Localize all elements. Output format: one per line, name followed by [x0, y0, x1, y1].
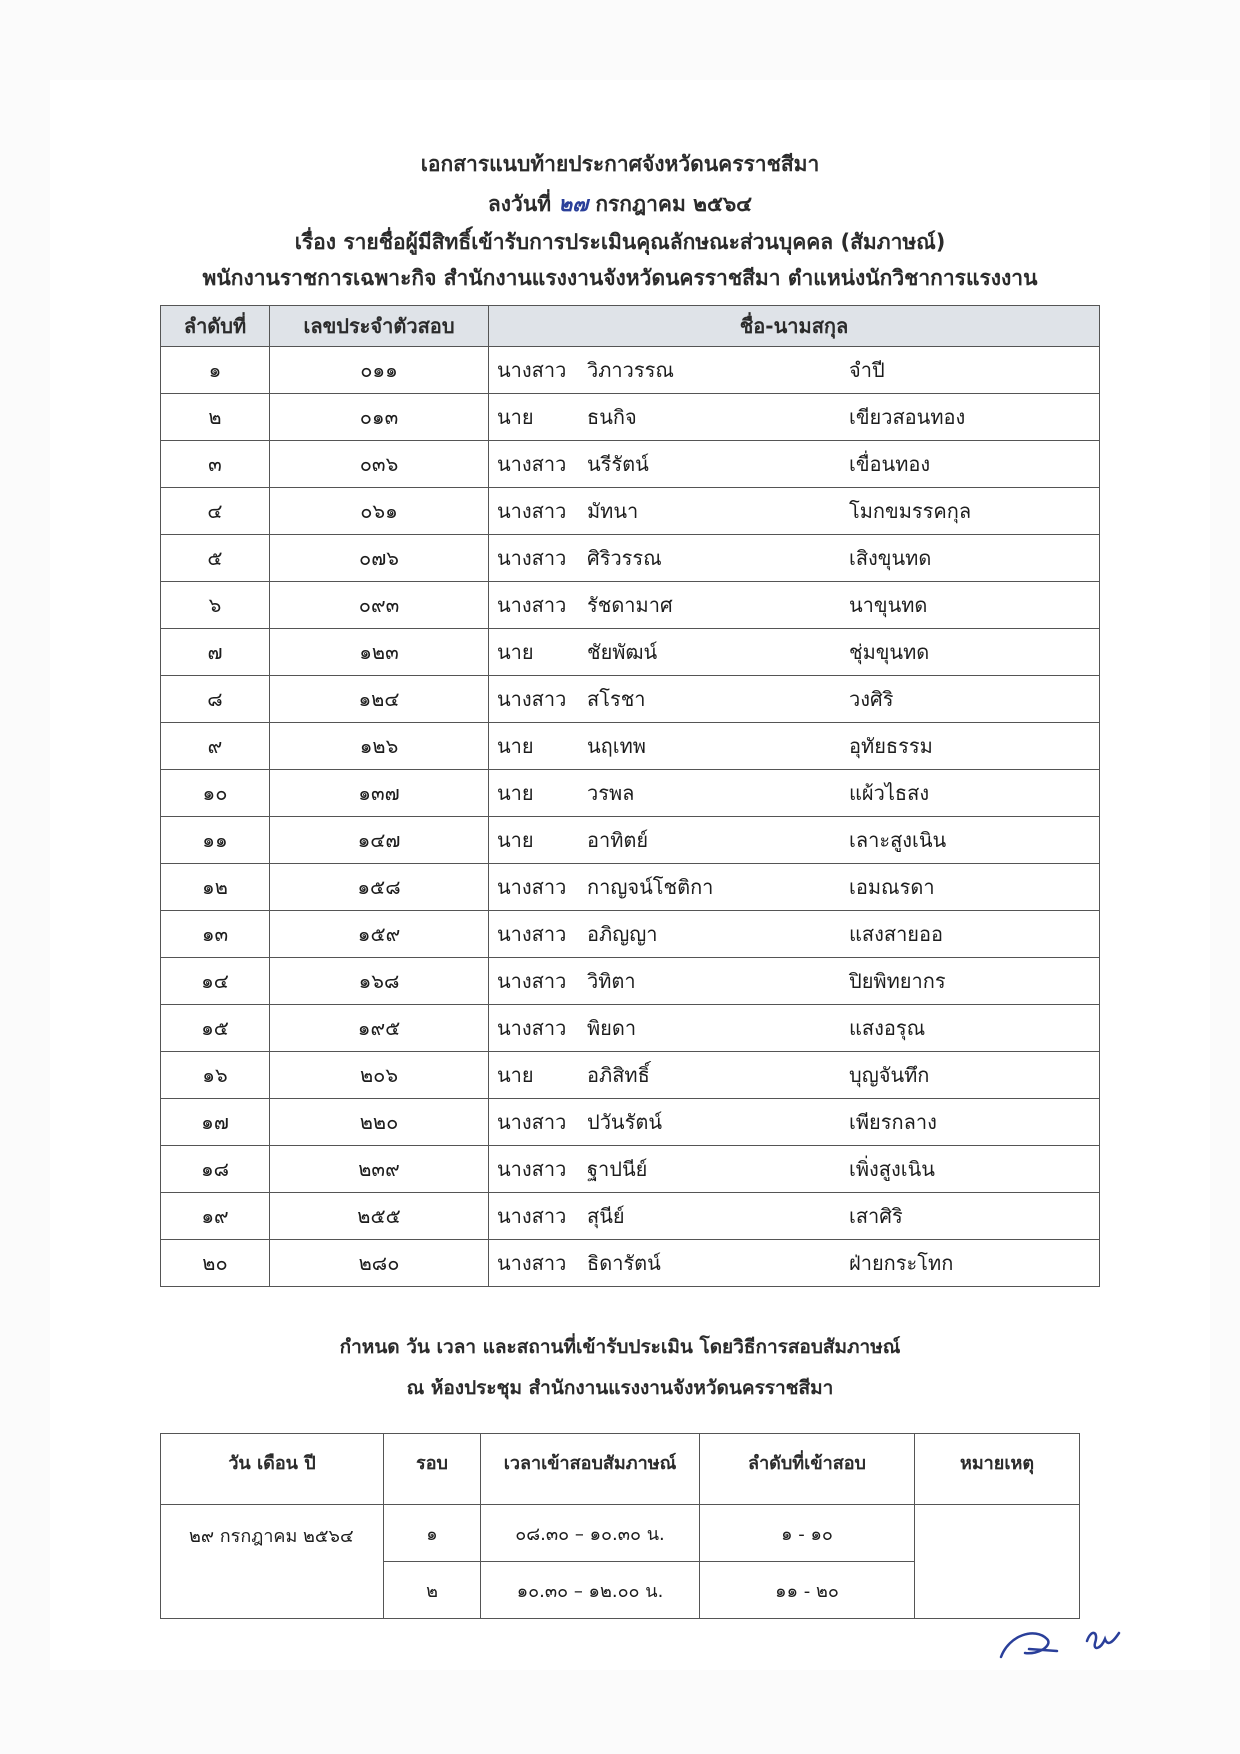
- first-name: วิภาวรรณ: [587, 358, 674, 382]
- row-exam-id: ๐๑๓: [270, 394, 489, 441]
- row-full-name: [489, 1052, 1100, 1099]
- col-date: วัน เดือน ปี: [161, 1434, 384, 1505]
- first-name: มัทนา: [587, 499, 639, 523]
- name-prefix: นางสาว: [497, 452, 567, 476]
- row-full-name: [489, 394, 1100, 441]
- row-order: ๔: [161, 488, 270, 535]
- row-exam-id: ๑๔๗: [270, 817, 489, 864]
- row-full-name: [489, 1005, 1100, 1052]
- col-full-name: ชื่อ-นามสกุล: [489, 306, 1100, 347]
- last-name: เพิ่งสูงเนิน: [849, 1157, 935, 1181]
- name-prefix: นางสาว: [497, 1110, 567, 1134]
- first-name: สโรชา: [587, 687, 646, 711]
- row-order: ๑๙: [161, 1193, 270, 1240]
- row-exam-id: ๑๒๖: [270, 723, 489, 770]
- last-name: โมกขมรรคกุล: [849, 499, 972, 523]
- name-prefix: นาย: [497, 734, 534, 758]
- table-row: [161, 535, 1100, 582]
- schedule-time: ๑๐.๓๐ – ๑๒.๐๐ น.: [481, 1562, 700, 1619]
- table-row: [161, 911, 1100, 958]
- row-exam-id: ๒๐๖: [270, 1052, 489, 1099]
- last-name: เสิงขุนทด: [849, 546, 932, 570]
- row-exam-id: ๑๒๔: [270, 676, 489, 723]
- col-exam-id: เลขประจำตัวสอบ: [270, 306, 489, 347]
- row-order: ๙: [161, 723, 270, 770]
- date-suffix: กรกฎาคม ๒๕๖๔: [595, 192, 753, 216]
- handwritten-initials-signature: [995, 1615, 1145, 1670]
- header-date-line: [0, 188, 1240, 221]
- row-order: ๑๒: [161, 864, 270, 911]
- first-name: ธิดารัตน์: [587, 1251, 661, 1275]
- col-remark: หมายเหตุ: [915, 1434, 1080, 1505]
- row-full-name: [489, 770, 1100, 817]
- name-prefix: นาย: [497, 828, 534, 852]
- table-row: [161, 1099, 1100, 1146]
- table-row: [161, 1005, 1100, 1052]
- header-line-1: เอกสารแนบท้ายประกาศจังหวัดนครราชสีมา: [420, 152, 820, 176]
- first-name: ฐาปนีย์: [587, 1157, 648, 1181]
- row-full-name: [489, 535, 1100, 582]
- date-prefix: ลงวันที่: [487, 192, 552, 216]
- schedule-date: ๒๙ กรกฎาคม ๒๕๖๔: [161, 1505, 384, 1619]
- first-name: รัชดามาศ: [587, 593, 673, 617]
- first-name: ชัยพัฒน์: [587, 640, 658, 664]
- table-row: [161, 1193, 1100, 1240]
- row-order: ๑๖: [161, 1052, 270, 1099]
- schedule-table-header: [161, 1434, 1080, 1505]
- row-exam-id: ๒๕๕: [270, 1193, 489, 1240]
- last-name: เลาะสูงเนิน: [849, 828, 947, 852]
- last-name: เขื่อนทอง: [849, 452, 931, 476]
- name-prefix: นางสาว: [497, 1016, 567, 1040]
- row-full-name: [489, 582, 1100, 629]
- col-range: ลำดับที่เข้าสอบ: [700, 1434, 915, 1505]
- first-name: ปวันรัตน์: [587, 1110, 662, 1134]
- table-row: [161, 723, 1100, 770]
- last-name: เขียวสอนทอง: [849, 405, 966, 429]
- last-name: แสงสายออ: [849, 922, 944, 946]
- row-exam-id: ๐๗๖: [270, 535, 489, 582]
- name-prefix: นางสาว: [497, 358, 567, 382]
- name-prefix: นางสาว: [497, 687, 567, 711]
- row-full-name: [489, 629, 1100, 676]
- name-prefix: นางสาว: [497, 1251, 567, 1275]
- row-order: ๖: [161, 582, 270, 629]
- row-full-name: [489, 1099, 1100, 1146]
- candidate-table: [160, 305, 1100, 1287]
- row-exam-id: ๒๓๙: [270, 1146, 489, 1193]
- row-exam-id: ๑๖๘: [270, 958, 489, 1005]
- row-order: ๓: [161, 441, 270, 488]
- row-full-name: [489, 441, 1100, 488]
- name-prefix: นางสาว: [497, 499, 567, 523]
- col-time: เวลาเข้าสอบสัมภาษณ์: [481, 1434, 700, 1505]
- first-name: กาญจน์โชติกา: [587, 875, 714, 899]
- handwritten-day: ๒๗: [558, 191, 588, 216]
- first-name: วิทิตา: [587, 969, 636, 993]
- header-subject: เรื่อง รายชื่อผู้มีสิทธิ์เข้ารับการประเมินคุณลักษณะส่วนบุคคล (สัมภาษณ์): [294, 230, 946, 254]
- row-exam-id: ๑๓๗: [270, 770, 489, 817]
- table-row: [161, 958, 1100, 1005]
- row-full-name: [489, 488, 1100, 535]
- row-order: ๒๐: [161, 1240, 270, 1287]
- row-full-name: [489, 676, 1100, 723]
- name-prefix: นางสาว: [497, 1157, 567, 1181]
- table-row: [161, 394, 1100, 441]
- row-exam-id: ๑๒๓: [270, 629, 489, 676]
- row-order: ๑๐: [161, 770, 270, 817]
- table-row: [161, 347, 1100, 394]
- row-full-name: [489, 1146, 1100, 1193]
- schedule-time: ๐๘.๓๐ – ๑๐.๓๐ น.: [481, 1505, 700, 1562]
- last-name: แผ้วไธสง: [849, 781, 930, 805]
- last-name: เอมณรดา: [849, 875, 935, 899]
- first-name: นฤเทพ: [587, 734, 646, 758]
- table-row: [161, 488, 1100, 535]
- row-order: ๑๑: [161, 817, 270, 864]
- last-name: เสาศิริ: [849, 1204, 903, 1228]
- name-prefix: นาย: [497, 781, 534, 805]
- row-exam-id: ๐๑๑: [270, 347, 489, 394]
- row-full-name: [489, 347, 1100, 394]
- table-row: [161, 770, 1100, 817]
- col-round: รอบ: [384, 1434, 481, 1505]
- schedule-row: [161, 1505, 1080, 1562]
- schedule-round: ๒: [384, 1562, 481, 1619]
- table-row: [161, 817, 1100, 864]
- table-row: [161, 629, 1100, 676]
- row-full-name: [489, 864, 1100, 911]
- name-prefix: นางสาว: [497, 875, 567, 899]
- first-name: สุนีย์: [587, 1204, 625, 1228]
- last-name: ฝ่ายกระโทก: [849, 1251, 954, 1275]
- row-exam-id: ๐๖๑: [270, 488, 489, 535]
- candidate-table-header: [161, 306, 1100, 347]
- table-row: [161, 441, 1100, 488]
- table-row: [161, 864, 1100, 911]
- table-row: [161, 1240, 1100, 1287]
- table-row: [161, 582, 1100, 629]
- last-name: บุญจันทึก: [849, 1063, 930, 1087]
- name-prefix: นางสาว: [497, 546, 567, 570]
- name-prefix: นางสาว: [497, 922, 567, 946]
- row-full-name: [489, 1193, 1100, 1240]
- last-name: ปิยพิทยากร: [849, 969, 946, 993]
- last-name: แสงอรุณ: [849, 1016, 926, 1040]
- row-exam-id: ๒๘๐: [270, 1240, 489, 1287]
- first-name: อภิญญา: [587, 922, 658, 946]
- name-prefix: นางสาว: [497, 593, 567, 617]
- last-name: วงศิริ: [849, 687, 894, 711]
- name-prefix: นาย: [497, 1063, 534, 1087]
- notice-line-1: กำหนด วัน เวลา และสถานที่เข้ารับประเมิน โดยวิธีการสอบสัมภาษณ์: [339, 1336, 901, 1358]
- row-exam-id: ๑๙๕: [270, 1005, 489, 1052]
- row-full-name: [489, 723, 1100, 770]
- row-exam-id: ๐๓๖: [270, 441, 489, 488]
- last-name: จำปี: [849, 358, 885, 382]
- name-prefix: นาย: [497, 640, 534, 664]
- row-order: ๑๗: [161, 1099, 270, 1146]
- notice-line-2: ณ ห้องประชุม สำนักงานแรงงานจังหวัดนครราชสีมา: [406, 1377, 834, 1399]
- last-name: นาขุนทด: [849, 593, 928, 617]
- row-order: ๗: [161, 629, 270, 676]
- row-exam-id: ๑๕๙: [270, 911, 489, 958]
- first-name: พิยดา: [587, 1016, 637, 1040]
- first-name: อภิสิทธิ์: [587, 1063, 650, 1087]
- table-row: [161, 1052, 1100, 1099]
- row-exam-id: ๒๒๐: [270, 1099, 489, 1146]
- last-name: อุทัยธรรม: [849, 734, 933, 758]
- table-row: [161, 676, 1100, 723]
- last-name: ชุ่มขุนทด: [849, 640, 930, 664]
- first-name: ธนกิจ: [587, 405, 637, 429]
- last-name: เพียรกลาง: [849, 1110, 937, 1134]
- row-order: ๑๘: [161, 1146, 270, 1193]
- row-order: ๑: [161, 347, 270, 394]
- schedule-round: ๑: [384, 1505, 481, 1562]
- row-exam-id: ๐๙๓: [270, 582, 489, 629]
- first-name: อาทิตย์: [587, 828, 649, 852]
- schedule-range: ๑ - ๑๐: [700, 1505, 915, 1562]
- row-full-name: [489, 911, 1100, 958]
- name-prefix: นางสาว: [497, 1204, 567, 1228]
- name-prefix: นางสาว: [497, 969, 567, 993]
- schedule-remark: [915, 1505, 1080, 1619]
- col-order: ลำดับที่: [161, 306, 270, 347]
- schedule-range: ๑๑ - ๒๐: [700, 1562, 915, 1619]
- row-full-name: [489, 958, 1100, 1005]
- first-name: วรพล: [587, 781, 635, 805]
- row-order: ๑๕: [161, 1005, 270, 1052]
- row-order: ๒: [161, 394, 270, 441]
- row-order: ๑๔: [161, 958, 270, 1005]
- row-exam-id: ๑๕๘: [270, 864, 489, 911]
- name-prefix: นาย: [497, 405, 534, 429]
- first-name: นรีรัตน์: [587, 452, 649, 476]
- row-order: ๑๓: [161, 911, 270, 958]
- row-full-name: [489, 1240, 1100, 1287]
- table-row: [161, 1146, 1100, 1193]
- row-full-name: [489, 817, 1100, 864]
- schedule-table: [160, 1433, 1080, 1619]
- first-name: ศิริวรรณ: [587, 546, 662, 570]
- header-position: พนักงานราชการเฉพาะกิจ สำนักงานแรงงานจังหวัดนครราชสีมา ตำแหน่งนักวิชาการแรงงาน: [202, 266, 1038, 290]
- row-order: ๘: [161, 676, 270, 723]
- row-order: ๕: [161, 535, 270, 582]
